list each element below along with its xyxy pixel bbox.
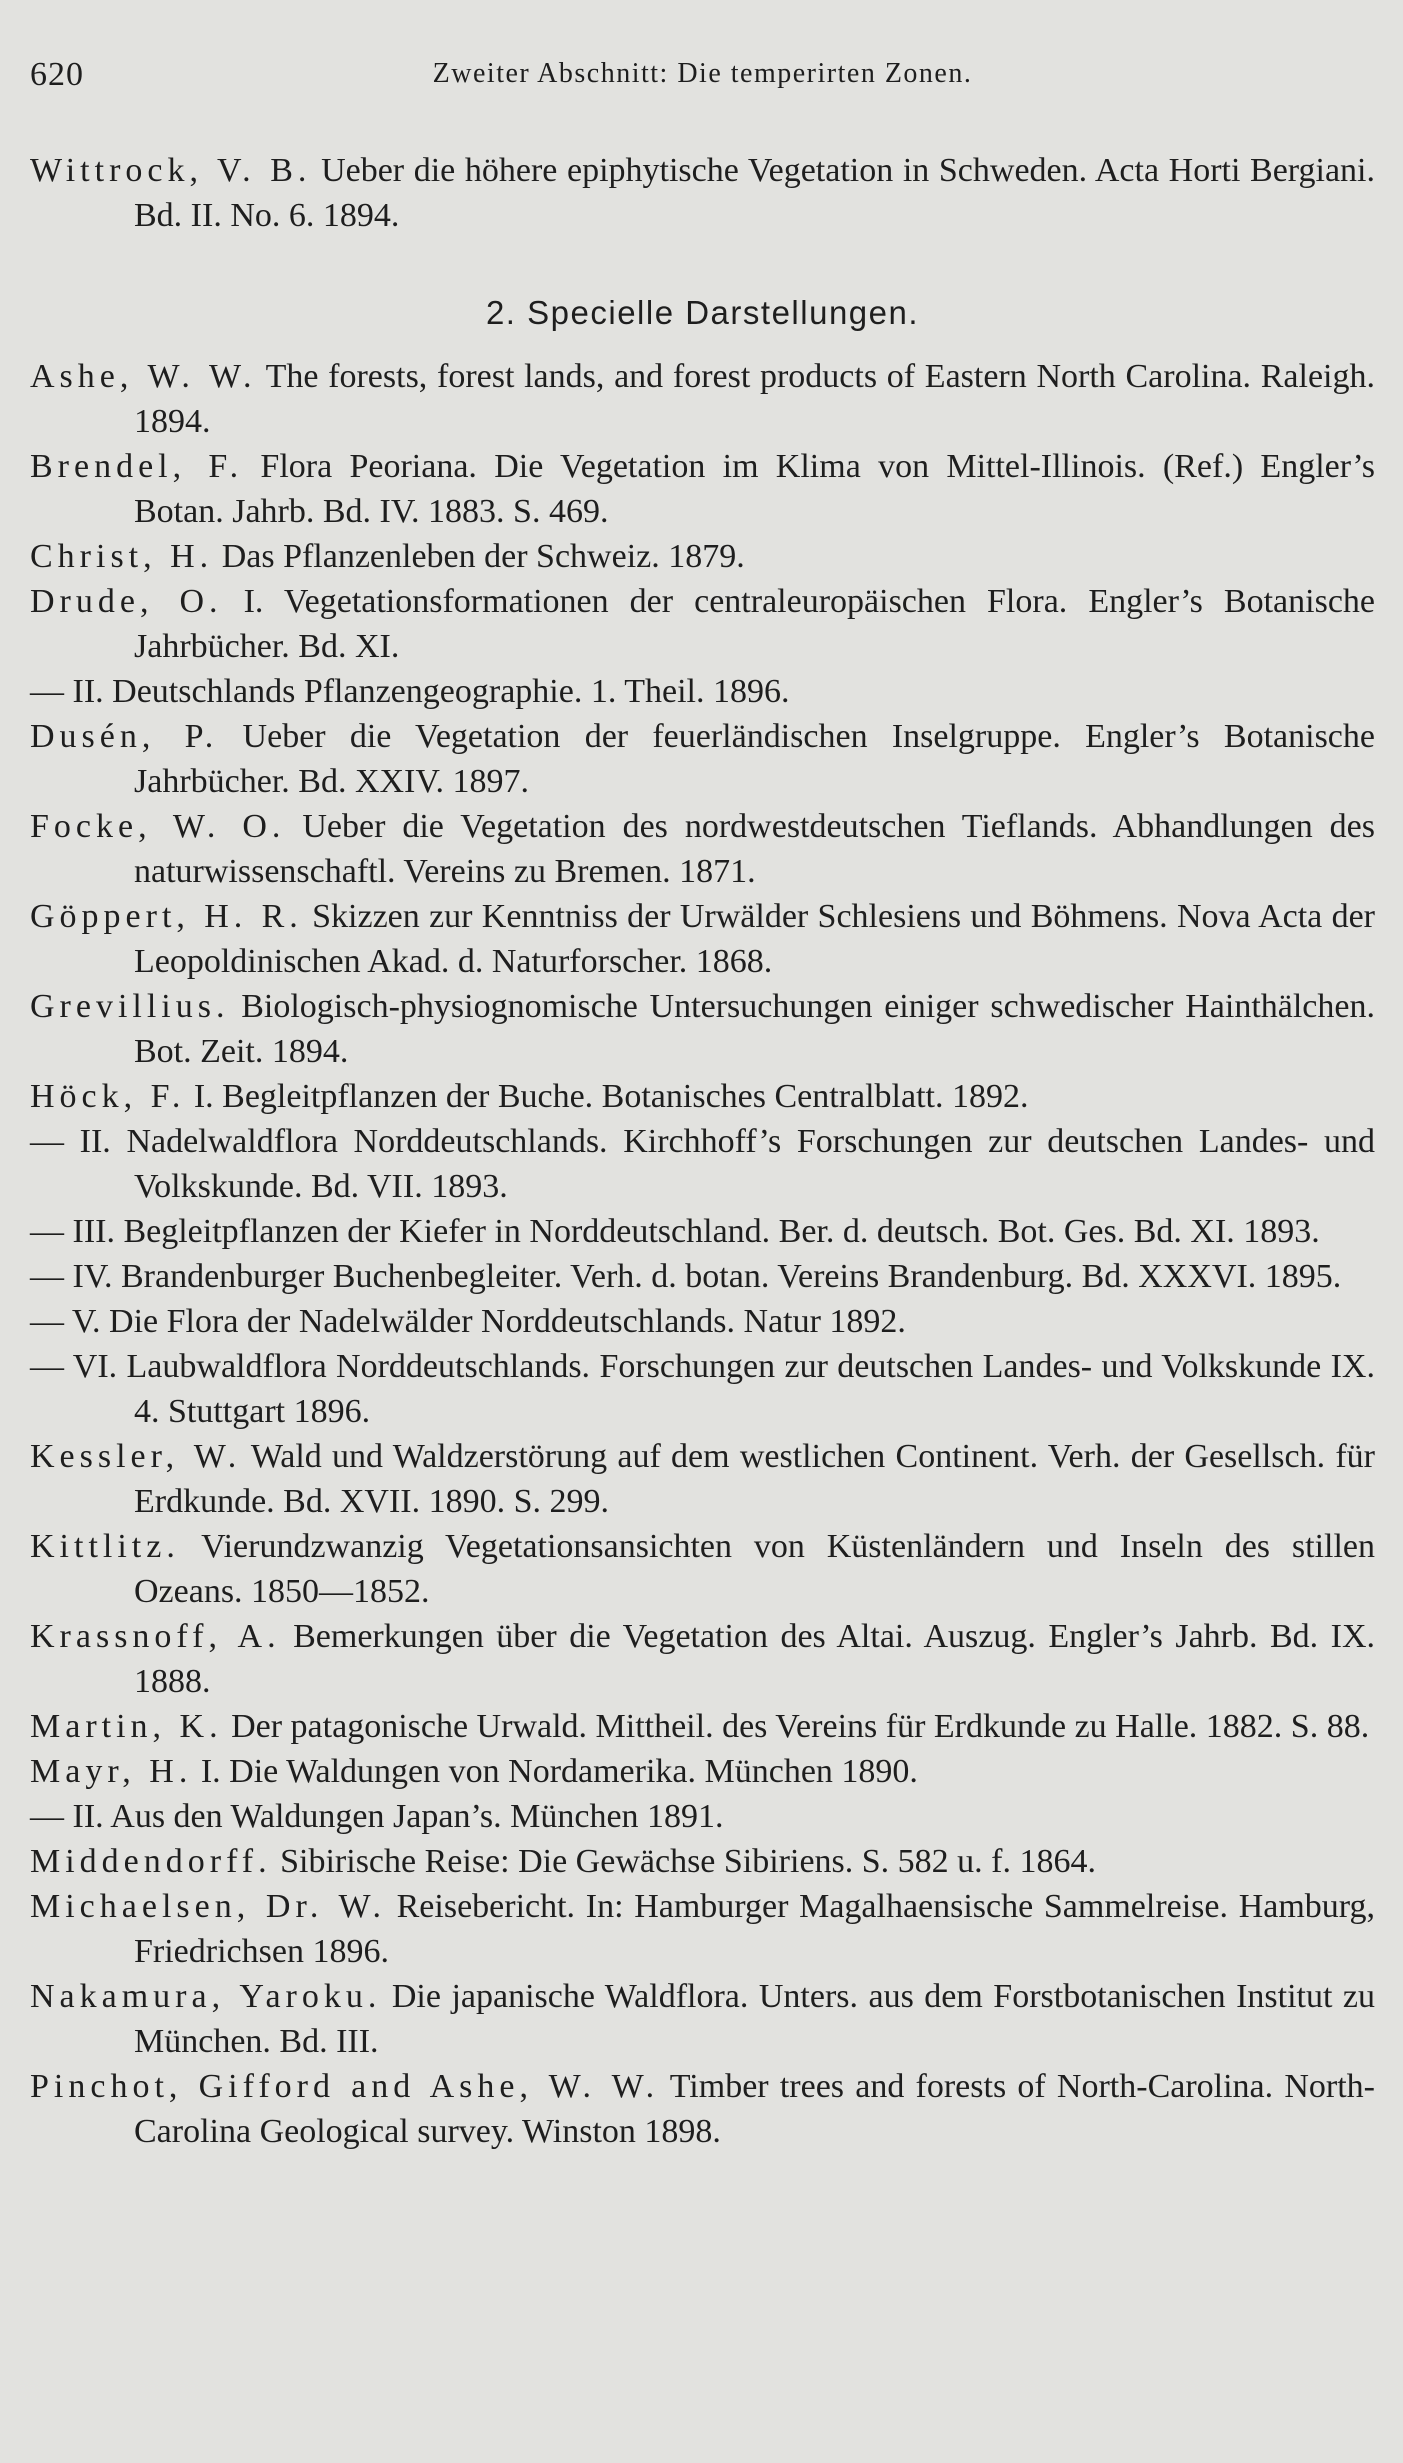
entry-text: Timber trees and forests of North-Carolina. North-Carolina Geological survey. Winston 1898. [134,2068,1376,2150]
entry-text: Biologisch-physiognomische Untersuchungen einiger schwedischer Hainthälchen. Bot. Zeit. 1894. [134,988,1375,1070]
entry-author: Kittlitz. [30,1528,180,1565]
bibliography-entry [30,894,1375,984]
bibliography-entry [30,1119,1375,1209]
bibliography-entry [30,669,1375,714]
bibliography-entry [30,1434,1375,1524]
page-number: 620 [30,56,84,93]
bibliography-entry [30,804,1375,894]
bibliography-entry [30,1839,1375,1884]
entry-author: Martin, K. [30,1708,223,1745]
entry-text: Sibirische Reise: Die Gewächse Sibiriens. S. 582 u. f. 1864. [280,1843,1097,1880]
entry-text: Der patagonische Urwald. Mittheil. des Vereins für Erdkunde zu Halle. 1882. S. 88. [231,1708,1370,1745]
entry-author: Kessler, W. [30,1438,242,1475]
entry-text: Die japanische Waldflora. Unters. aus dem Forstbotanischen Institut zu München. Bd. III. [134,1978,1376,2060]
bibliography-entry [30,1299,1375,1344]
entry-text: I. Begleitpflanzen der Buche. Botanisches Centralblatt. 1892. [193,1078,1029,1115]
entry-text: Vierundzwanzig Vegetationsansichten von Küstenländern und Inseln des stillen Ozeans. 1850—1852. [134,1528,1375,1610]
bibliography-entry [30,354,1375,444]
entry-text: — VI. Laubwaldflora Norddeutschlands. Forschungen zur deutschen Landes- und Volkskunde IX. 4. Stuttgart 1896. [30,1348,1375,1430]
bibliography-entry [30,1524,1375,1614]
bibliography-entry [30,1074,1375,1119]
entry-text: — II. Deutschlands Pflanzengeographie. 1. Theil. 1896. [30,673,790,710]
entry-author: Höck, F. [30,1078,186,1115]
entry-text: Wald und Waldzerstörung auf dem westlichen Continent. Verh. der Gesellsch. für Erdkunde. Bd. XVII. 1890. S. 299. [134,1438,1375,1520]
page-header [30,52,1375,92]
entry-text: Reisebericht. In: Hamburger Magalhaensische Sammelreise. Hamburg, Friedrichsen 1896. [134,1888,1375,1970]
bibliography-entry [30,1974,1375,2064]
bibliography-list [30,354,1375,2154]
entry-text: — V. Die Flora der Nadelwälder Norddeutschlands. Natur 1892. [30,1303,906,1340]
bibliography-entry [30,1254,1375,1299]
bibliography-entry [30,1704,1375,1749]
entry-author: Drude, O. [30,583,223,620]
entry-author: Focke, W. O. [30,808,286,845]
bibliography-entry [30,1749,1375,1794]
bibliography-entry [30,1344,1375,1434]
running-head: Zweiter Abschnitt: Die temperirten Zonen. [432,58,973,89]
entry-text: — II. Nadelwaldflora Norddeutschlands. Kirchhoff’s Forschungen zur deutschen Landes- und Volkskunde. Bd. VII. 1893. [30,1123,1375,1205]
entry-text: Ueber die Vegetation der feuerländischen Inselgruppe. Engler’s Botanische Jahrbücher. Bd. XXIV. 1897. [134,718,1375,800]
bibliography-entry [30,1209,1375,1254]
entry-author: Michaelsen, Dr. W. [30,1888,386,1925]
bibliography-entry [30,444,1375,534]
entry-text: Ueber die Vegetation des nordwestdeutschen Tieflands. Abhandlungen des naturwissenschaftl. Vereins zu Bremen. 1871. [134,808,1376,890]
entry-text: Ueber die höhere epiphytische Vegetation in Schweden. Acta Horti Bergiani. Bd. II. No. 6. 1894. [134,152,1375,234]
bibliography-entry [30,1794,1375,1839]
entry-text: — II. Aus den Waldungen Japan’s. München 1891. [30,1798,724,1835]
bibliography-entry [30,984,1375,1074]
bibliography-entry [30,714,1375,804]
entry-author: Wittrock, V. B. [30,152,312,189]
entry-text: Das Pflanzenleben der Schweiz. 1879. [221,538,745,575]
entry-author: Middendorff. [30,1843,272,1880]
entry-author: Christ, H. [30,538,214,575]
entry-author: Ashe, W. W. [30,358,257,395]
bibliography-entry [30,579,1375,669]
bibliography-entry [30,1884,1375,1974]
bibliography-entry [30,1614,1375,1704]
entry-text: Skizzen zur Kenntniss der Urwälder Schlesiens und Böhmens. Nova Acta der Leopoldinischen Akad. d. Naturforscher. 1868. [134,898,1376,980]
entry-author: Dusén, P. [30,718,219,755]
entry-text: The forests, forest lands, and forest products of Eastern North Carolina. Raleigh. 1894. [134,358,1376,440]
entry-text: Bemerkungen über die Vegetation des Altai. Auszug. Engler’s Jahrb. Bd. IX. 1888. [134,1618,1376,1700]
entry-text: — III. Begleitpflanzen der Kiefer in Norddeutschland. Ber. d. deutsch. Bot. Ges. Bd. XI. 1893. [30,1213,1320,1250]
entry-author: Brendel, F. [30,448,244,485]
entry-author: Mayr, H. [30,1753,193,1790]
entry-text: — IV. Brandenburger Buchenbegleiter. Verh. d. botan. Vereins Brandenburg. Bd. XXXVI. 1895. [30,1258,1342,1295]
entry-author: Nakamura, Yaroku. [30,1978,382,2015]
entry-text: I. Die Waldungen von Nordamerika. München 1890. [200,1753,918,1790]
bibliography-entry [30,2064,1375,2154]
entry-author: Grevillius. [30,988,230,1025]
section-title: 2. Specielle Darstellungen. [485,294,920,331]
entry-author: Pinchot, Gifford and Ashe, W. W. [30,2068,660,2105]
entry-author: Göppert, H. R. [30,898,303,935]
entry-author: Krassnoff, A. [30,1618,281,1655]
bibliography-entry [30,148,1375,238]
bibliography-entry [30,534,1375,579]
entry-text: I. Vegetationsformationen der centraleuropäischen Flora. Engler’s Botanische Jahrbücher. Bd. XI. [134,583,1375,665]
entry-text: Flora Peoriana. Die Vegetation im Klima von Mittel-Illinois. (Ref.) Engler’s Botan. Jahrb. Bd. IV. 1883. S. 469. [134,448,1376,530]
